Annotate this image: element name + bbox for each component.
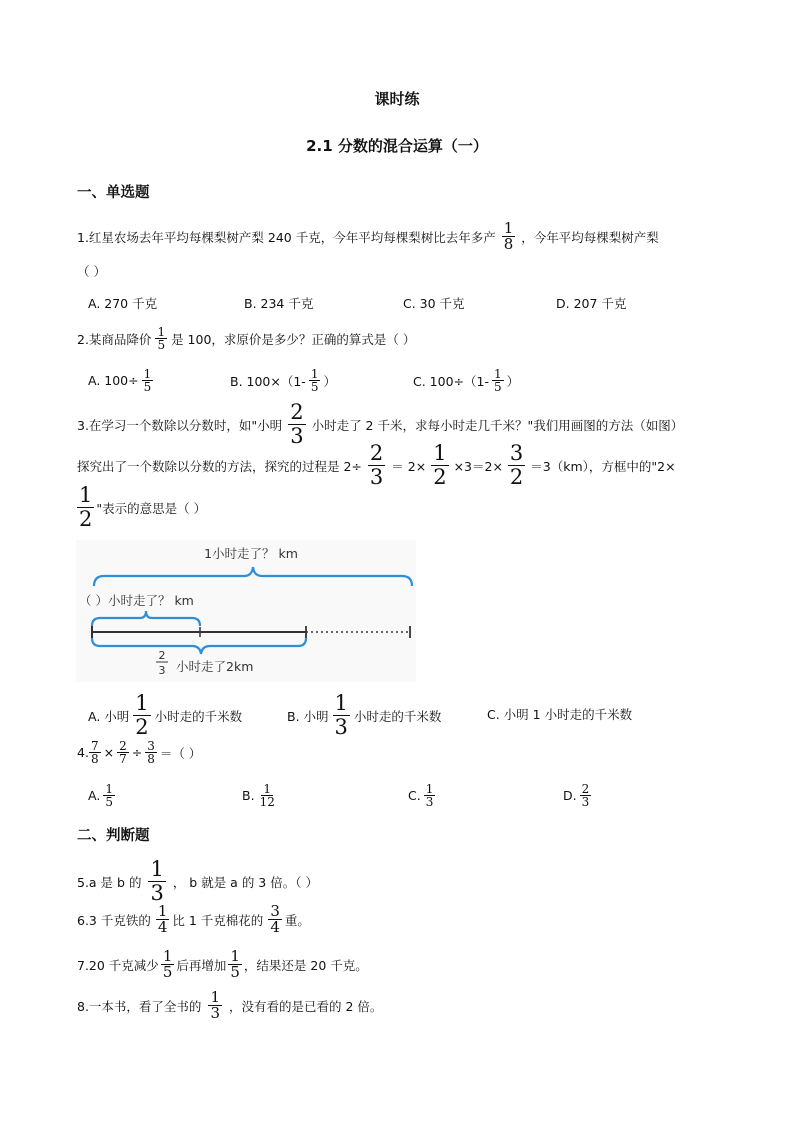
question-2-text-cont: 是 100，求原价是多少？正确的算式是（ ）: [171, 331, 416, 347]
section-heading-single-choice: 一、单选题: [77, 185, 150, 201]
q4-fraction-1: $\frac{7}{8}$: [90, 739, 99, 766]
q3-fraction-two-thirds: $\frac{2}{3}$: [369, 441, 384, 489]
diagram-mid-label: （ ）小时走了？ km: [79, 593, 194, 608]
q4-option-b[interactable]: B. $\frac{1}{12}$: [242, 782, 275, 809]
question-6: 6.3 千克铁的 $\frac{1}{4}$ 比 1 千克棉花的 $\frac{3}{4}$ 重。: [77, 902, 310, 936]
q3-fraction-one-half: $\frac{1}{2}$: [433, 441, 447, 489]
distance-diagram: [76, 540, 416, 682]
lesson-subtitle: 2.1 分数的混合运算（一）: [306, 137, 488, 155]
section-heading-true-false: 二、判断题: [77, 828, 150, 844]
question-7: 7.20 千克减少 $\frac{1}{5}$ 后再增加 $\frac{1}{5}$ ，结果还是 20 千克。: [77, 947, 368, 981]
question-2-fraction: $\frac{1}{5}$: [157, 325, 166, 352]
q7-fraction-1: $\frac{1}{5}$: [162, 947, 173, 981]
question-1: [77, 221, 659, 252]
q4-fraction-2: $\frac{2}{7}$: [119, 739, 127, 766]
q4-option-c-fraction: $\frac{1}{3}$: [425, 782, 434, 809]
q4-option-d[interactable]: D. $\frac{2}{3}$: [563, 782, 590, 809]
page-title: 课时练: [374, 90, 420, 108]
q4-option-a[interactable]: A. $\frac{1}{5}$: [88, 782, 113, 809]
question-3-text: 3.在学习一个数除以分数时，如"小明: [77, 417, 283, 433]
diagram-bottom-label: 小时走了2km: [176, 659, 254, 674]
question-3-text-cont: 小时走了 2 千米，求每小时走几千米？"我们用画图的方法（如图）: [311, 417, 684, 433]
question-8: 8.一本书，看了全书的 $\frac{1}{3}$ ，没有看的是已看的 2 倍。: [77, 988, 383, 1022]
q3-fraction-one-half-b: $\frac{1}{2}$: [79, 483, 93, 531]
q3-option-b-fraction: $\frac{1}{3}$: [334, 691, 348, 739]
q2-option-c[interactable]: C. 100÷（1- $\frac{1}{5}$ ）: [413, 367, 520, 394]
question-2-text: 2.某商品降价: [77, 331, 152, 347]
q2-option-b[interactable]: B. 100×（1- $\frac{1}{5}$ ）: [230, 367, 336, 394]
q2-option-a-fraction: $\frac{1}{5}$: [143, 367, 152, 394]
q4-option-c[interactable]: C. $\frac{1}{3}$: [408, 782, 434, 809]
diagram-bottom-frac-den: 3: [158, 664, 166, 677]
q7-fraction-2: $\frac{1}{5}$: [230, 947, 240, 981]
question-3-fraction: $\frac{2}{3}$: [290, 400, 304, 448]
question-3-line-3: $\frac{1}{2}$ "表示的意思是（ ）: [79, 483, 207, 531]
question-2: [77, 326, 415, 351]
q2-option-a[interactable]: A. 100÷ $\frac{1}{5}$: [88, 367, 152, 394]
q2-option-c-fraction: $\frac{1}{5}$: [493, 367, 502, 394]
question-5: 5.a 是 b 的 $\frac{1}{3}$ ， b 就是 a 的 3 倍。（ ）: [77, 857, 318, 905]
q3-option-c[interactable]: C. 小明 1 小时走的千米数: [487, 707, 633, 722]
q4-option-b-fraction: $\frac{1}{12}$: [259, 782, 275, 809]
q3-option-b[interactable]: B. 小明 $\frac{1}{3}$ 小时走的千米数: [287, 691, 442, 739]
question-1-answer-blank: （ ）: [77, 264, 106, 279]
q2-option-b-fraction: $\frac{1}{5}$: [310, 367, 319, 394]
question-4: 4. $\frac{7}{8}$ × $\frac{2}{7}$ ÷ $\frac{3}{8}$ ＝（ ）: [77, 739, 202, 766]
q4-fraction-3: $\frac{3}{8}$: [147, 739, 155, 766]
q6-fraction-2: $\frac{3}{4}$: [270, 902, 280, 936]
diagram-bottom-frac-num: 2: [158, 649, 166, 662]
q1-option-d[interactable]: D. 207 千克: [556, 296, 627, 311]
question-1-fraction: $\frac{1}{8}$: [503, 219, 514, 253]
q1-option-c[interactable]: C. 30 千克: [403, 296, 465, 311]
q6-fraction-1: $\frac{1}{4}$: [157, 902, 168, 936]
q3-option-a-fraction: $\frac{1}{2}$: [135, 691, 149, 739]
q3-option-a[interactable]: A. 小明 $\frac{1}{2}$ 小时走的千米数: [88, 691, 243, 739]
question-1-text: 1.红星农场去年平均每棵梨树产梨 240 千克，今年平均每棵梨树比去年多产: [77, 229, 496, 245]
q5-fraction: $\frac{1}{3}$: [150, 857, 164, 905]
q8-fraction: $\frac{1}{3}$: [210, 988, 220, 1022]
q4-option-d-fraction: $\frac{2}{3}$: [581, 782, 590, 809]
question-3-line-2: 探究出了一个数除以分数的方法，探究的过程是 2÷ $\frac{2}{3}$ ＝ 2× $\frac{1}{2}$ ×3＝2× $\frac{3}{2}$ ＝3（km），方框中的"2×: [77, 441, 676, 489]
diagram-top-label: 1小时走了？ km: [204, 546, 298, 561]
q3-fraction-three-halves: $\frac{3}{2}$: [509, 441, 524, 489]
q4-option-a-fraction: $\frac{1}{5}$: [105, 782, 113, 809]
q1-option-b[interactable]: B. 234 千克: [244, 296, 314, 311]
question-1-text-cont: ，今年平均每棵梨树产梨: [521, 229, 659, 245]
q1-option-a[interactable]: A. 270 千克: [88, 296, 158, 311]
